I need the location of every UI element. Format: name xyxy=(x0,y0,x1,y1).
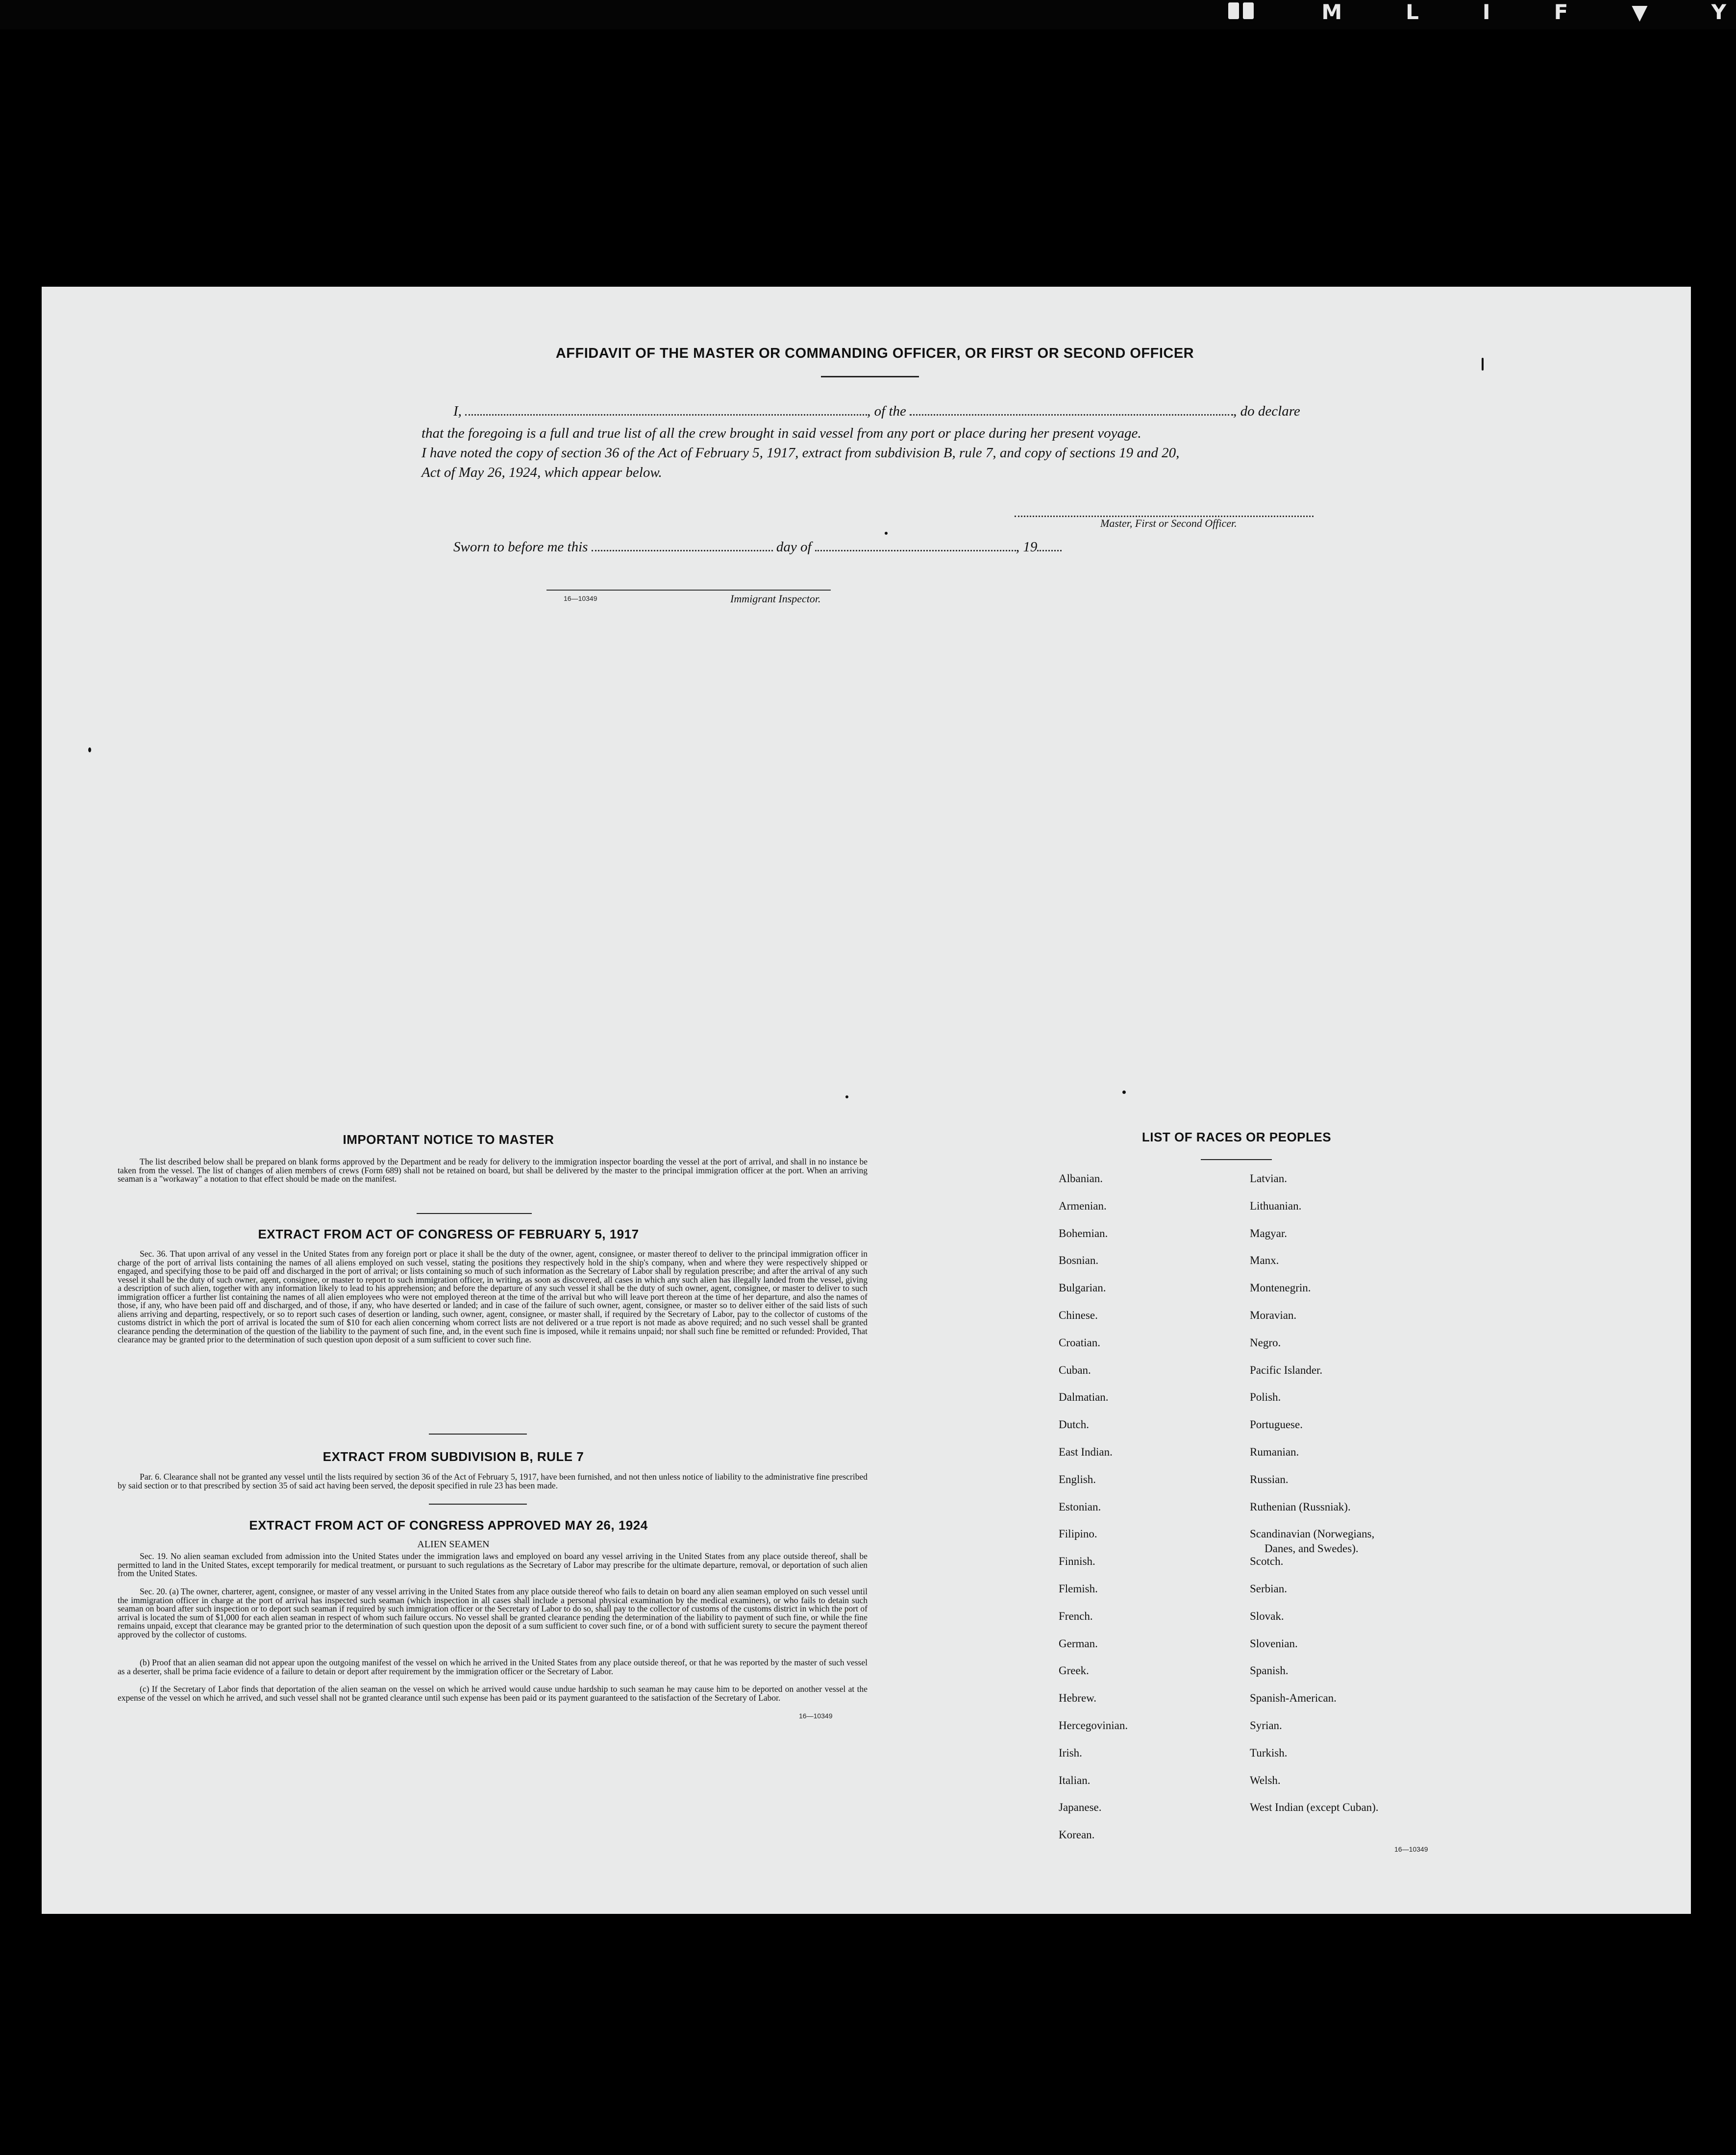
declaration-i: I, xyxy=(453,403,462,419)
speck xyxy=(88,747,91,752)
punch-hole xyxy=(1691,453,1717,479)
race-item: East Indian. xyxy=(1059,1446,1113,1458)
race-item: Syrian. xyxy=(1250,1719,1282,1732)
race-item: English. xyxy=(1059,1473,1096,1486)
race-item: Chinese. xyxy=(1059,1309,1098,1321)
extract-1924-title: EXTRACT FROM ACT OF CONGRESS APPROVED MAY 26, 1924 xyxy=(249,1518,648,1533)
race-item: Dutch. xyxy=(1059,1418,1089,1431)
declaration-line-4: Act of May 26, 1924, which appear below. xyxy=(422,465,662,480)
race-item: Turkish. xyxy=(1250,1746,1288,1759)
film-mark: Y xyxy=(1711,0,1726,24)
sworn-year: , 19 xyxy=(1016,539,1038,555)
form-number: 16—10349 xyxy=(1394,1845,1428,1853)
section-19-text: Sec. 19. No alien seaman excluded from admission into the United States under the immigration laws and employed on board any vessel arriving in the United States from any place outside thereof, shall be permitted to land in the United States, except temporarily for medical treatment, or pursuant to such regulations as the Secretary of Labor may prescribe for the ultimate departure, removal, or deportation of such alien from the United States. xyxy=(118,1551,868,1578)
section-20b-text: (b) Proof that an alien seaman did not appear upon the outgoing manifest of the vessel on which he arrived in the United States from any place outside thereof, or that he was reported by the master of such vessel as a deserter, shall be prima facie evidence of a failure to detain or deport after requirement by the immigration officer or the Secretary of Labor. xyxy=(118,1658,868,1676)
extract-1917-text: Sec. 36. That upon arrival of any vessel in the United States from any foreign port or place it shall be the duty of the owner, agent, consignee, or master thereof to deliver to the principal immigration officer in charge of the port of arrival lists containing the names of all aliens employed on such vessel, stating the positions they respectively hold in the ship's company, when and where they were respectively shipped or engaged, and specifying those to be paid off and discharged in the port of arrival; or lists containing so much of such information as the Secretary of Labor shall by regulation prescribe; and after the arrival of any such vessel it shall be the duty of such owner, agent, consignee, or master to report to such immigration officer, in writing, as soon as discovered, all cases in which any such alien has illegally landed from the vessel, giving a description of such alien, together with any information likely to lead to his apprehension; and before the departure of any such vessel it shall be the duty of such owner, agent, consignee, or master to deliver to such immigration officer a further list containing the names of all alien employees who were not employed thereon at the time of the arrival but who will leave port thereon at the time of her departure, and also the names of those, if any, who have been paid off and discharged, and of those, if any, who have deserted or landed; and in case of the failure of such owner, agent, consignee, or master so to deliver either of the said lists of such aliens arriving and departing, respectively, or so to report such cases of desertion or landing, such owner, agent, consignee, or master shall, if required by the Secretary of Labor, pay to the collector of customs of the customs district in which the port of arrival is located the sum of $10 for each alien concerning whom correct lists are not delivered or a true report is not made as above required; and no such vessel shall be granted clearance pending the determination of the question of the liability to the payment of such fine, and, in the event such fine is imposed, while it remains unpaid; nor shall such fine be remitted or refunded: Provided, That clearance may be granted prior to the determination of such question upon deposit of a sum sufficient to cover such fine. xyxy=(118,1249,868,1344)
subdivision-b-text: Par. 6. Clearance shall not be granted any vessel until the lists required by section 36 of the Act of February 5, 1917, have been furnished, and not then unless notice of liability to the administrative fine prescribed by said section or to that prescribed by section 35 of said act having been served, the deposit specified in rule 23 has been made. xyxy=(118,1472,868,1490)
master-label: Master, First or Second Officer. xyxy=(1100,517,1237,529)
race-item: Estonian. xyxy=(1059,1500,1101,1513)
section-20a-text: Sec. 20. (a) The owner, charterer, agent, consignee, or master of any vessel arriving in the United States from any place outside thereof who fails to detain on board any alien seaman employed on such vessel until the immigration officer in charge at the port of arrival has inspected such seaman (which inspection in all cases shall include a personal physical examination by the medical examiners), or who fails to detain such seaman on board after such inspection or to deport such seaman if required by such immigration officer or the Secretary of Labor to do so, shall pay to the collector of customs of the customs district in which the port of arrival is located the sum of $1,000 for each alien seaman in respect of whom such failure occurs. No vessel shall be granted clearance pending the determination of the liability to payment of such fine, or while the fine remains unpaid, except that clearance may be granted prior to the determination of such question upon the deposit of a sum sufficient to cover such fine, or of a bond with sufficient surety to secure the payment thereof approved by the collector of customs. xyxy=(118,1586,868,1639)
divider xyxy=(429,1434,527,1435)
affidavit-title: AFFIDAVIT OF THE MASTER OR COMMANDING OFFICER, OR FIRST OR SECOND OFFICER xyxy=(555,346,1194,361)
race-item: Magyar. xyxy=(1250,1227,1288,1239)
race-item: West Indian (except Cuban). xyxy=(1250,1801,1379,1814)
race-item: Russian. xyxy=(1250,1473,1289,1486)
race-item: Albanian. xyxy=(1059,1172,1103,1185)
day-field[interactable] xyxy=(592,540,773,551)
film-frame-marks xyxy=(1228,0,1726,24)
punch-hole xyxy=(1691,1699,1717,1725)
race-item: Slovenian. xyxy=(1250,1637,1298,1650)
race-item: Ruthenian (Russniak). xyxy=(1250,1500,1351,1513)
race-item: Cuban. xyxy=(1059,1363,1091,1376)
speck xyxy=(1482,358,1484,371)
race-item: Spanish. xyxy=(1250,1664,1289,1677)
declaration-do-declare: , do declare xyxy=(1233,403,1300,419)
declaration-line-3: I have noted the copy of section 36 of the Act of February 5, 1917, extract from subdivision B, rule 7, and copy of sections 19 and 20, xyxy=(422,445,1180,461)
divider xyxy=(1201,1159,1272,1160)
race-item: Irish. xyxy=(1059,1746,1082,1759)
race-item: Slovak. xyxy=(1250,1610,1284,1622)
inspector-label: Immigrant Inspector. xyxy=(730,593,821,605)
notice-text: The list described below shall be prepared on blank forms approved by the Department and be ready for delivery to the immigration inspector boarding the vessel at the port of arrival, and shall in no instance be taken from the vessel. The list of changes of alien members of crews (Form 689) shall not be retained on board, but shall be delivered by the master to the principal immigration officer at the port. When an arriving seaman is a "workaway" a notation to that effect should be made on the manifest. xyxy=(118,1157,868,1184)
race-item: Serbian. xyxy=(1250,1583,1288,1595)
punch-hole xyxy=(1691,368,1717,393)
year-field[interactable] xyxy=(1037,540,1062,551)
race-item: Scotch. xyxy=(1250,1555,1284,1568)
race-item: Polish. xyxy=(1250,1391,1281,1404)
race-item: Hercegovinian. xyxy=(1059,1719,1128,1732)
race-item: Danes, and Swedes). xyxy=(1265,1542,1359,1555)
race-item: Bulgarian. xyxy=(1059,1282,1106,1294)
speck xyxy=(885,532,888,535)
race-item: Scandinavian (Norwegians, xyxy=(1250,1528,1375,1540)
race-item: Spanish-American. xyxy=(1250,1692,1337,1705)
race-item: Negro. xyxy=(1250,1336,1281,1349)
film-mark: F xyxy=(1554,0,1568,24)
extract-1917-title: EXTRACT FROM ACT OF CONGRESS OF FEBRUARY 5, 1917 xyxy=(258,1227,639,1241)
race-item: Italian. xyxy=(1059,1774,1091,1786)
film-mark: M xyxy=(1321,0,1342,24)
race-item: Korean. xyxy=(1059,1829,1095,1841)
divider xyxy=(821,376,919,377)
declaration-line-2: that the foregoing is a full and true list of all the crew brought in said vessel from any port or place during her present voyage. xyxy=(422,425,1141,441)
race-item: Portuguese. xyxy=(1250,1418,1303,1431)
race-item: Bosnian. xyxy=(1059,1254,1099,1267)
film-mark: ▼ xyxy=(1632,0,1648,24)
punch-hole xyxy=(1691,760,1717,785)
punch-hole xyxy=(1691,1620,1717,1645)
race-item: Finnish. xyxy=(1059,1555,1095,1568)
name-field[interactable] xyxy=(465,404,867,416)
race-item: Pacific Islander. xyxy=(1250,1363,1323,1376)
divider xyxy=(429,1504,527,1505)
race-item: French. xyxy=(1059,1610,1093,1622)
race-item: Lithuanian. xyxy=(1250,1199,1302,1212)
sworn-day-of: day of xyxy=(776,539,812,555)
punch-hole xyxy=(1691,1385,1717,1410)
sworn-before: Sworn to before me this xyxy=(453,539,588,555)
vessel-field[interactable] xyxy=(910,404,1233,416)
film-mark: L xyxy=(1406,0,1419,24)
speck xyxy=(1122,1090,1126,1094)
speck xyxy=(845,1095,848,1098)
race-item: Bohemian. xyxy=(1059,1227,1108,1239)
race-item: Greek. xyxy=(1059,1664,1089,1677)
punch-hole xyxy=(1691,316,1717,342)
month-field[interactable] xyxy=(815,540,1016,551)
film-strip-top xyxy=(0,0,1736,29)
notice-title: IMPORTANT NOTICE TO MASTER xyxy=(343,1132,554,1147)
divider xyxy=(417,1213,532,1214)
alien-seamen-subtitle: ALIEN SEAMEN xyxy=(417,1539,490,1550)
inspector-signature-line[interactable] xyxy=(546,590,831,591)
races-title: LIST OF RACES OR PEOPLES xyxy=(1141,1130,1332,1144)
race-item: Latvian. xyxy=(1250,1172,1287,1185)
race-item: Montenegrin. xyxy=(1250,1282,1311,1294)
race-item: Moravian. xyxy=(1250,1309,1297,1321)
subdivision-b-title: EXTRACT FROM SUBDIVISION B, RULE 7 xyxy=(322,1449,584,1464)
form-number: 16—10349 xyxy=(799,1712,833,1720)
punch-hole xyxy=(1691,838,1717,864)
race-item: Rumanian. xyxy=(1250,1446,1299,1458)
race-item: Dalmatian. xyxy=(1059,1391,1109,1404)
race-item: Manx. xyxy=(1250,1254,1279,1267)
race-item: Japanese. xyxy=(1059,1801,1102,1814)
sworn-line xyxy=(453,539,1189,555)
section-20c-text: (c) If the Secretary of Labor finds that deportation of the alien seaman on the vessel on which he arrived would cause undue hardship to such seaman he may cause him to be deported on another vessel at the expense of the vessel on which he arrived, and such vessel shall not be granted clearance until such expense has been paid or its payment guaranteed to the satisfaction of the Secretary of Labor. xyxy=(118,1684,868,1703)
race-item: Hebrew. xyxy=(1059,1692,1097,1705)
race-item: Croatian. xyxy=(1059,1336,1100,1349)
film-mark xyxy=(1228,0,1258,24)
race-item: German. xyxy=(1059,1637,1098,1650)
punch-hole xyxy=(1691,532,1717,557)
race-item: Flemish. xyxy=(1059,1583,1098,1595)
race-item: Welsh. xyxy=(1250,1774,1281,1786)
race-item: Filipino. xyxy=(1059,1528,1097,1540)
declaration-line xyxy=(453,403,1370,420)
film-mark: I xyxy=(1482,0,1490,24)
form-number: 16—10349 xyxy=(564,594,597,602)
race-item: Armenian. xyxy=(1059,1199,1107,1212)
document-page xyxy=(42,287,1691,1914)
declaration-of-the: , of the xyxy=(867,403,906,419)
